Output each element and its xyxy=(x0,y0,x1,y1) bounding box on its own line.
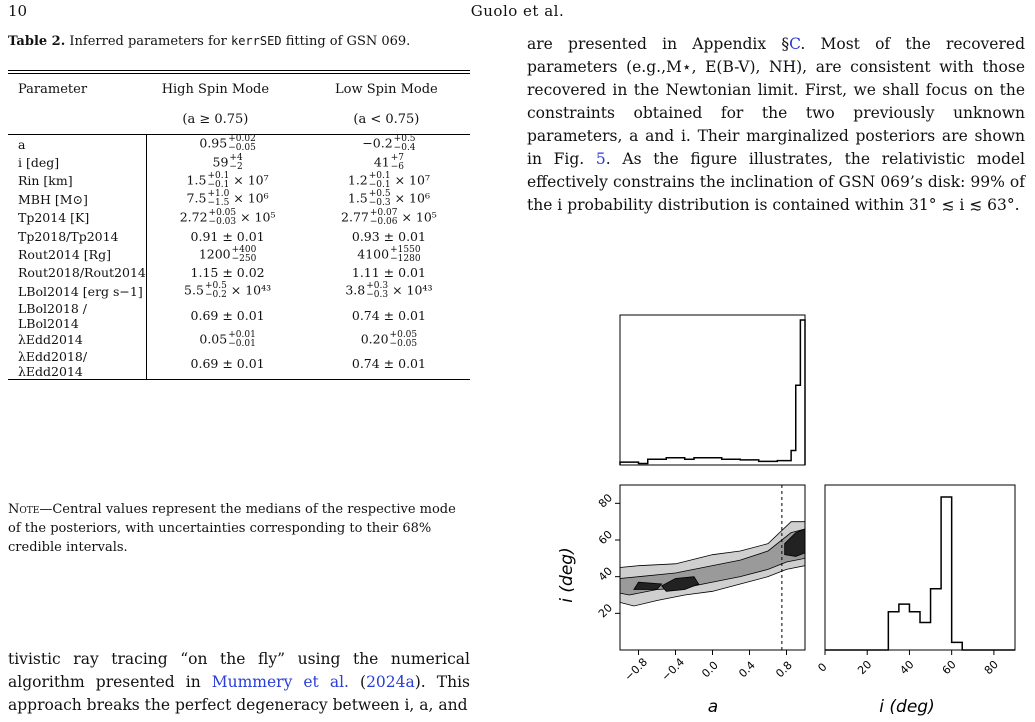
cell-high: 2.72 +0.05 −0.03 × 10⁵ xyxy=(179,207,276,227)
cell-low: 2.77 +0.07 −0.06 × 10⁵ xyxy=(341,207,437,227)
i-tick-label: 40 xyxy=(595,564,616,584)
cell-param: λEdd2014 xyxy=(8,331,146,349)
table-caption-text2: fitting of GSN 069. xyxy=(285,34,411,49)
table-caption xyxy=(8,33,470,50)
cell-low: 0.74 ± 0.01 xyxy=(351,356,426,372)
column-header-low: Low Spin Mode xyxy=(334,81,438,97)
i-hist-tick-label: 60 xyxy=(939,657,959,678)
a-tick-label: −0.8 xyxy=(621,655,651,684)
table-row xyxy=(8,245,470,263)
a-tick-label: −0.4 xyxy=(658,655,688,684)
table-row xyxy=(8,172,470,190)
cell-low: 1.2 +0.1 −0.1 × 10⁷ xyxy=(347,170,430,190)
subhead-high: (a ≥ 0.75) xyxy=(182,111,249,127)
cell-high: 0.05 +0.01 −0.01 xyxy=(199,329,256,349)
cell-high: 59 +4 −2 xyxy=(212,152,243,172)
cell-low: 1.11 ± 0.01 xyxy=(351,265,426,281)
cell-high: 0.69 ± 0.01 xyxy=(190,308,265,324)
running-head: Guolo et al. xyxy=(470,2,565,20)
cell-low: 0.74 ± 0.01 xyxy=(351,308,426,324)
column-header-high: High Spin Mode xyxy=(161,81,270,97)
cell-high: 5.5 +0.5 −0.2 × 10⁴³ xyxy=(184,281,272,301)
hist-a-step xyxy=(620,320,805,465)
cell-low: 1.5 +0.5 −0.3 × 10⁶ xyxy=(347,189,430,209)
hist-i-panel xyxy=(815,485,1015,677)
table-row xyxy=(8,209,470,227)
parameter-table-grid xyxy=(8,74,470,134)
cell-high: 0.69 ± 0.01 xyxy=(190,356,265,372)
i-tick-label: 20 xyxy=(595,601,616,621)
table-row xyxy=(8,282,470,300)
x-axis-label: a xyxy=(707,697,719,717)
column-header-parameter: Parameter xyxy=(18,81,88,97)
cell-param: LBol2014 [erg s−1] xyxy=(8,282,146,300)
table-row xyxy=(8,135,470,153)
hist-x-axis-label: i (deg) xyxy=(879,697,935,717)
cell-high: 0.95 +0.02 −0.05 xyxy=(199,134,256,154)
table-note-label: Note xyxy=(8,502,40,517)
table-row xyxy=(8,301,470,331)
a-tick-label: 0.0 xyxy=(699,658,721,681)
hist-a-frame xyxy=(620,315,805,465)
body-right-text: . Most of the recovered parameters (e.g.,M⋆, E(B-V), NH), are consistent with those recovered in the Newtonian limit. First, we shall focus on the constraints obtained for the two previously unknown parameters, a and i. Their marginalized posteriors are shown in Fig. xyxy=(527,35,1025,168)
body-right-text: are presented in Appendix § xyxy=(527,35,790,53)
table-note xyxy=(8,500,470,557)
a-tick-label: 0.8 xyxy=(773,658,795,681)
table-caption-label: Table 2. xyxy=(8,34,66,49)
body-left-text: ). This approach breaks the perfect degeneracy between i, a, and xyxy=(8,673,471,714)
a-tick-label: 0.4 xyxy=(736,658,758,681)
cell-param: Rin [km] xyxy=(8,172,146,190)
table-row xyxy=(8,227,470,245)
cell-low: −0.2 +0.5 −0.4 xyxy=(362,134,416,154)
i-tick-label: 60 xyxy=(595,527,616,548)
table-caption-text: Inferred parameters for xyxy=(69,34,227,49)
table-note-text: —Central values represent the medians of the respective mode of the posteriors, with uncertainties corresponding to their 68% credible intervals. xyxy=(8,502,456,555)
citation-link[interactable]: Mummery et al. xyxy=(211,673,349,691)
cell-param: Rout2018/Rout2014 xyxy=(8,264,146,282)
citation-year-link[interactable]: 2024a xyxy=(366,673,415,691)
subhead-low: (a < 0.75) xyxy=(353,111,420,127)
table-row xyxy=(8,331,470,349)
body-text-right xyxy=(527,33,1025,217)
cell-high: 1200 +400 −250 xyxy=(198,244,257,264)
appendix-link[interactable]: C xyxy=(789,35,801,53)
i-hist-tick-label: 20 xyxy=(855,657,875,678)
cell-high: 7.5 +1.0 −1.5 × 10⁶ xyxy=(186,189,269,209)
cell-low: 0.20 +0.05 −0.05 xyxy=(360,329,418,349)
cell-param: Rout2014 [Rg] xyxy=(8,245,146,263)
cell-low: 4100 +1550 −1280 xyxy=(357,244,421,264)
cell-high: 1.15 ± 0.02 xyxy=(190,265,265,281)
table-row xyxy=(8,264,470,282)
joint-panel xyxy=(596,485,805,684)
cell-param: MBH [M⊙] xyxy=(8,190,146,208)
cell-param: λEdd2018/λEdd2014 xyxy=(8,349,146,379)
corner-plot xyxy=(557,300,1030,720)
cell-param: Tp2018/Tp2014 xyxy=(8,227,146,245)
hist-a-panel xyxy=(620,315,805,465)
i-tick-label: 80 xyxy=(595,491,616,511)
cell-low: 3.8 +0.3 −0.3 × 10⁴³ xyxy=(345,281,433,301)
page-number: 10 xyxy=(8,2,28,20)
table-row xyxy=(8,349,470,379)
table-row xyxy=(8,190,470,208)
figure-link[interactable]: 5 xyxy=(595,150,606,168)
parameter-table xyxy=(8,70,470,380)
table-caption-code: kerrSED xyxy=(230,34,282,48)
i-hist-tick-label: 40 xyxy=(897,657,917,678)
hist-i-frame xyxy=(825,485,1015,650)
i-hist-tick-label: 0 xyxy=(815,660,830,675)
cell-low: 41 +7 −6 xyxy=(373,152,405,172)
parameter-table-body xyxy=(8,135,470,379)
cell-low: 0.93 ± 0.01 xyxy=(351,228,426,244)
cell-high: 1.5 +0.1 −0.1 × 10⁷ xyxy=(186,170,269,190)
body-left-text: tivistic ray tracing “on the fly” using the numerical algorithm presented in xyxy=(8,650,470,691)
body-left-text: ( xyxy=(348,673,367,691)
hist-i-step xyxy=(825,497,1015,650)
y-axis-label: i (deg) xyxy=(557,547,577,603)
cell-param: i [deg] xyxy=(8,153,146,171)
cell-high: 0.91 ± 0.01 xyxy=(190,228,265,244)
table-row xyxy=(8,153,470,171)
cell-param: a xyxy=(8,135,146,153)
body-right-text: . As the figure illustrates, the relativistic model effectively constrains the inclination of GSN 069’s disk: 99% of the i probability distribution is contained within 31° ≲ i ≲ 63°. xyxy=(527,150,1025,214)
body-text-left xyxy=(8,648,470,717)
cell-param: Tp2014 [K] xyxy=(8,209,146,227)
i-hist-tick-label: 80 xyxy=(981,657,1001,678)
cell-param: LBol2018 / LBol2014 xyxy=(8,301,146,331)
